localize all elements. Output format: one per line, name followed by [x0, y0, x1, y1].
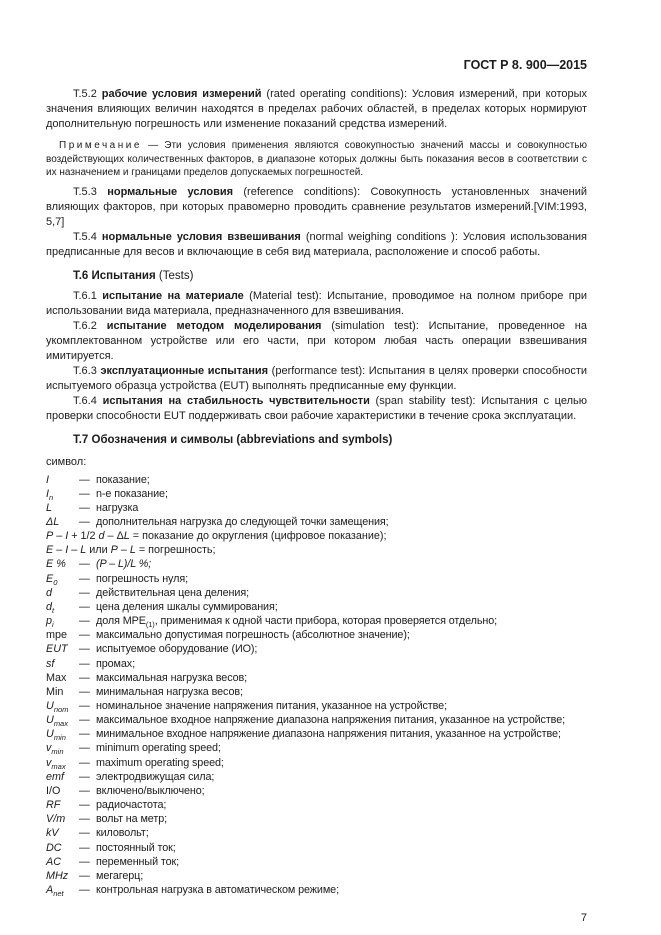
- symbol-description: киловольт;: [96, 827, 149, 840]
- symbol: emf: [46, 770, 64, 783]
- symbol: d: [46, 586, 53, 599]
- symbols-list: [46, 473, 587, 898]
- symbol-description: максимальное входное напряжение диапазона напряжения питания, указанное на устройстве;: [96, 714, 565, 727]
- heading-normal: (Tests): [155, 269, 194, 282]
- paragraph-term: эксплуатационные испытания: [100, 364, 269, 377]
- symbol: $v_{min}$: [46, 742, 64, 757]
- paragraph: [46, 87, 587, 132]
- symbol-row: [46, 642, 587, 656]
- symbol: Min: [46, 685, 64, 698]
- symbol-description: минимальное входное напряжение диапазона напряжения питания, указанное на устройстве;: [96, 728, 561, 741]
- paragraph-text: (rated operating conditions): Условия измерений, при которых значения влияющих величин находятся в пределах рабочих областей, в пределах которых нормируют дополнительную погрешность или изменение показаний средства измерений.: [46, 88, 588, 130]
- symbol-dash: —: [79, 884, 90, 897]
- symbol-row: [46, 770, 587, 784]
- paragraph: [46, 394, 587, 424]
- symbol-description: нагрузка: [96, 501, 139, 514]
- paragraph: [46, 289, 587, 319]
- symbol-description: контрольная нагрузка в автоматическом режиме;: [96, 884, 339, 897]
- note-text: — Эти условия применения являются совокупностью значений массы и совокупностью воздействующих количественных факторов, в диапазоне которых должны быть показания весов в соответствии с их назначением и границами пределов допускаемых погрешностей.: [46, 140, 587, 178]
- symbol-row: [46, 855, 587, 869]
- symbol: $I_n$: [46, 487, 54, 502]
- symbol-dash: —: [79, 728, 90, 741]
- symbol-description: minimum operating speed;: [96, 742, 221, 755]
- symbol-row: [46, 727, 587, 741]
- symbol-row: [46, 586, 587, 600]
- symbol: L: [46, 501, 53, 514]
- symbol-description: электродвижущая сила;: [96, 770, 215, 783]
- symbol-dash: —: [79, 515, 90, 528]
- symbol-row: [46, 812, 587, 826]
- symbol-dash: —: [79, 572, 90, 585]
- paragraph-term: нормальные условия: [107, 185, 234, 198]
- symbol-dash: —: [79, 558, 90, 571]
- symbol-row: [46, 529, 587, 543]
- symbol-description: вольт на метр;: [96, 813, 167, 826]
- symbol-row: [46, 628, 587, 642]
- symbol-dash: —: [79, 586, 90, 599]
- note-label: Примечание: [59, 140, 142, 151]
- symbol-dash: —: [79, 813, 90, 826]
- symbol-dash: —: [79, 855, 90, 868]
- symbol: $A_{net}$: [46, 884, 64, 899]
- symbol-dash: —: [79, 629, 90, 642]
- symbol-dash: —: [79, 700, 90, 712]
- symbol-description: погрешность нуля;: [96, 572, 188, 585]
- symbol: $E_0$: [46, 572, 58, 587]
- heading-bold: Т.6 Испытания: [73, 269, 156, 282]
- symbol-description: показание;: [96, 473, 150, 486]
- symbol-row: [46, 741, 587, 755]
- symbol-row: [46, 841, 587, 855]
- symbol: kV: [46, 827, 59, 840]
- symbol-dash: —: [79, 841, 90, 854]
- symbol-description: промах;: [96, 657, 135, 670]
- symbol-dash: —: [79, 685, 90, 698]
- symbol: E %: [46, 558, 66, 571]
- symbol-row: [46, 685, 587, 699]
- heading-bold: Т.7 Обозначения и символы (abbreviations and symbols): [73, 433, 393, 446]
- symbol-dash: —: [79, 657, 90, 670]
- paragraph-number: Т.6.3: [73, 364, 101, 377]
- paragraph-text: (reference conditions): Совокупность установленных значений влияющих факторов, при которых правомерно проводить сравнение результатов измерений.[VIM:1993, 5,7]: [46, 185, 587, 228]
- symbol-description: = показание до округления (цифровое показание);: [129, 530, 387, 543]
- symbol: Max: [46, 671, 67, 684]
- symbol: I/O: [46, 784, 61, 797]
- symbol: EUT: [46, 643, 68, 656]
- symbol-description: цена деления шкалы суммирования;: [96, 600, 278, 613]
- paragraph-text: (Material test): Испытание, проводимое на полном приборе при использовании вида материала, предназначенного для взвешивания.: [46, 289, 587, 317]
- paragraph-text: (normal weighing conditions ): Условия использования предписанные для весов и включающие в себя вид материала, расположение и способ работы.: [46, 230, 587, 258]
- symbol-row: [46, 699, 587, 713]
- symbol: V/m: [46, 813, 66, 826]
- symbol: MHz: [46, 869, 69, 882]
- symbol-row: [46, 713, 587, 727]
- symbol-row: [46, 557, 587, 571]
- symbol-dash: —: [79, 799, 90, 812]
- symbol-dash: —: [79, 671, 90, 684]
- symbol-dash: —: [79, 615, 90, 628]
- paragraph: [46, 185, 587, 230]
- symbol-dash: —: [79, 473, 90, 486]
- symbol-dash: —: [79, 714, 90, 727]
- symbol: DC: [46, 841, 62, 854]
- symbol-row: [46, 826, 587, 840]
- paragraph-number: Т.5.3: [73, 185, 108, 198]
- symbol-description: переменный ток;: [96, 855, 180, 868]
- paragraph-number: Т.6.4: [73, 394, 103, 407]
- symbol: $U_{min}$: [46, 728, 66, 743]
- document-content: [46, 87, 587, 897]
- paragraph-term: нормальные условия взвешивания: [101, 230, 301, 243]
- symbol: mpe: [46, 629, 68, 642]
- symbol-row: [46, 869, 587, 883]
- symbol: $d_t$: [46, 600, 55, 616]
- symbol-row: [46, 543, 587, 557]
- symbol-dash: —: [79, 869, 90, 882]
- page-number: 7: [580, 912, 587, 925]
- symbol: $v_{max}$: [46, 756, 66, 771]
- symbol-description: радиочастота;: [96, 799, 167, 812]
- symbol-row: [46, 572, 587, 586]
- symbol-formula: E – I – L или P – L: [46, 544, 136, 557]
- note: [46, 139, 587, 180]
- symbol-row: [46, 784, 587, 798]
- symbol-dash: —: [79, 770, 90, 783]
- paragraph-term: рабочие условия измерений: [101, 88, 262, 100]
- paragraph-text: (simulation test): Испытание, проведенное на укомплектованном устройстве или его части, при котором любая часть операции взвешивания имитируется.: [46, 319, 588, 362]
- symbol-row: [46, 798, 587, 812]
- paragraph-number: Т.6.1: [73, 289, 103, 302]
- symbol-description: maximum operating speed;: [96, 756, 224, 769]
- symbol-dash: —: [79, 600, 90, 613]
- symbol-description: n-е показание;: [96, 487, 168, 500]
- symbol-row: [46, 487, 587, 501]
- doc-code: ГОСТ Р 8. 900—2015: [463, 58, 587, 72]
- symbol-row: [46, 657, 587, 671]
- symbol-description: номинальное значение напряжения питания, указанное на устройстве;: [96, 700, 447, 712]
- symbol: I: [46, 473, 49, 486]
- section-heading: [46, 269, 587, 284]
- symbol-row: [46, 473, 587, 487]
- symbol-description: минимальная нагрузка весов;: [96, 685, 243, 698]
- symbol-row: [46, 614, 587, 628]
- symbol-dash: —: [79, 487, 90, 500]
- symbol: ΔL: [46, 515, 60, 528]
- symbol-description: максимально допустимая погрешность (абсолютное значение);: [96, 629, 410, 642]
- symbol-row: [46, 756, 587, 770]
- symbol-description: = погрешность;: [135, 544, 216, 557]
- symbol-row: [46, 501, 587, 515]
- symbol-formula: P – I + 1/2 d – ΔL: [46, 530, 130, 543]
- symbol-row: [46, 515, 587, 529]
- symbols-intro: символ:: [46, 455, 87, 468]
- paragraph-text: (span stability test): Испытания с целью проверки способности EUT поддерживать свои рабочие характеристики в течение срока эксплуатации.: [46, 394, 588, 422]
- symbol: $p_i$: [46, 615, 54, 630]
- paragraph-term: испытание на материале: [102, 289, 244, 302]
- symbol-dash: —: [79, 501, 90, 514]
- symbol-row: [46, 671, 587, 685]
- paragraph-number: Т.5.4: [73, 230, 102, 243]
- paragraph: [46, 230, 587, 260]
- symbol-dash: —: [79, 827, 90, 840]
- section-heading: [46, 433, 587, 448]
- symbol-description: испытуемое оборудование (ИО);: [96, 643, 258, 656]
- symbol-dash: —: [79, 742, 90, 755]
- symbol-description: включено/выключено;: [96, 784, 205, 797]
- paragraph-term: испытания на стабильность чувствительности: [102, 394, 370, 407]
- symbol-dash: —: [79, 643, 90, 656]
- symbol: $U_{nom}$: [46, 700, 69, 715]
- symbol: RF: [46, 799, 61, 812]
- symbol-dash: —: [79, 784, 90, 797]
- symbol: sf: [46, 657, 55, 670]
- symbol-row: [46, 883, 587, 897]
- paragraph-term: испытание методом моделирования: [106, 319, 322, 332]
- symbol-description: доля $MPE_{(1)}$, применимая к одной части прибора, которая проверяется отдельно;: [96, 615, 498, 630]
- symbol-description: максимальная нагрузка весов;: [96, 671, 248, 684]
- symbol: $U_{max}$: [46, 714, 68, 729]
- symbol-description: действительная цена деления;: [96, 586, 249, 599]
- symbol-dash: —: [79, 756, 90, 769]
- symbol-description: постоянный ток;: [96, 841, 176, 854]
- symbol: AC: [46, 855, 61, 868]
- paragraph-number: Т.6.2: [73, 319, 107, 332]
- paragraph-number: Т.5.2: [73, 88, 102, 100]
- symbol-description: мегагерц;: [96, 869, 144, 882]
- paragraph: [46, 319, 587, 364]
- paragraph: [46, 364, 587, 394]
- symbol-description: дополнительная нагрузка до следующей точки замещения;: [96, 515, 389, 528]
- paragraph-text: (performance test): Испытания в целях проверки способности испытуемого образца устройства (EUT) выполнять предписанные ему функции.: [46, 364, 588, 392]
- symbol-description: (P – L)/L %;: [96, 558, 152, 571]
- symbol-row: [46, 600, 587, 614]
